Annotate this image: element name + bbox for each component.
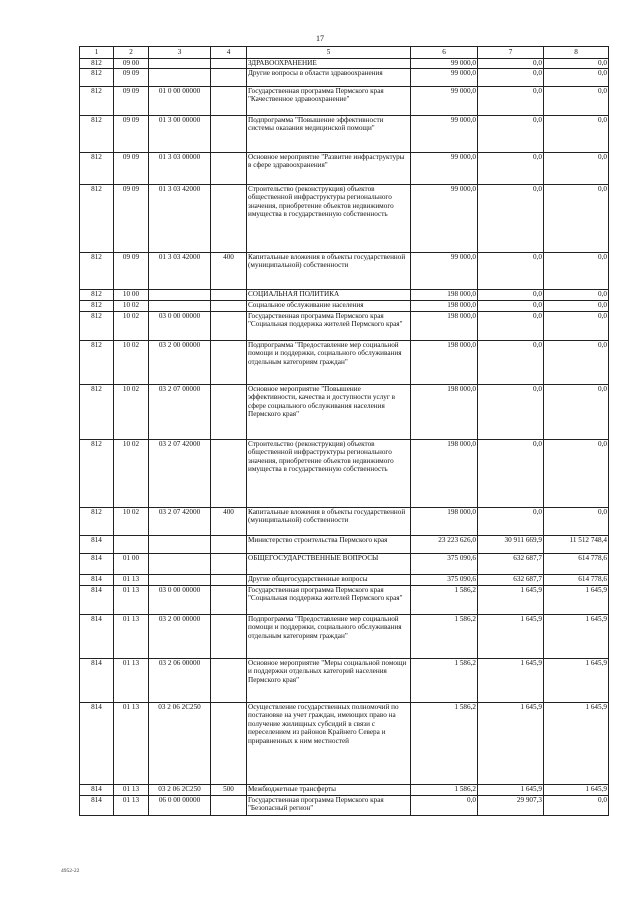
value-col7: 29 907,3 bbox=[478, 796, 544, 816]
section-code: 09 09 bbox=[114, 69, 149, 87]
target-article-code bbox=[149, 290, 211, 301]
value-col7: 0,0 bbox=[478, 385, 544, 440]
value-col7: 632 687,7 bbox=[478, 575, 544, 586]
value-col6: 198 000,0 bbox=[411, 312, 478, 341]
value-col7: 0,0 bbox=[478, 87, 544, 116]
table-row bbox=[80, 253, 609, 290]
value-col7: 0,0 bbox=[478, 341, 544, 385]
value-col6: 23 223 626,0 bbox=[411, 536, 478, 554]
expense-type-code bbox=[211, 153, 247, 185]
item-name: Подпрограмма "Повышение эффективности системы оказания медицинской помощи" bbox=[247, 116, 411, 153]
grbs-code: 812 bbox=[80, 440, 114, 508]
value-col6: 1 586,2 bbox=[411, 785, 478, 796]
item-name: Капитальные вложения в объекты государственной (муниципальной) собственности bbox=[247, 253, 411, 290]
target-article-code: 03 0 00 00000 bbox=[149, 586, 211, 615]
target-article-code bbox=[149, 59, 211, 69]
value-col7: 0,0 bbox=[478, 253, 544, 290]
target-article-code: 03 2 00 00000 bbox=[149, 341, 211, 385]
value-col7: 0,0 bbox=[478, 312, 544, 341]
value-col6: 1 586,2 bbox=[411, 659, 478, 703]
grbs-code: 814 bbox=[80, 554, 114, 575]
item-name: Государственная программа Пермского края "Социальная поддержка жителей Пермского края" bbox=[247, 586, 411, 615]
table-row bbox=[80, 575, 609, 586]
expense-type-code bbox=[211, 796, 247, 816]
table-header-row bbox=[80, 47, 609, 59]
column-header: 2 bbox=[114, 47, 149, 59]
table-row bbox=[80, 659, 609, 703]
column-header: 8 bbox=[544, 47, 609, 59]
value-col6: 99 000,0 bbox=[411, 59, 478, 69]
section-code: 10 00 bbox=[114, 290, 149, 301]
target-article-code: 01 3 00 00000 bbox=[149, 116, 211, 153]
item-name: Другие общегосударственные вопросы bbox=[247, 575, 411, 586]
item-name: Строительство (реконструкция) объектов общественной инфраструктуры регионального значения, приобретение объектов недвижимого имущества в государственную собственность bbox=[247, 440, 411, 508]
value-col7: 0,0 bbox=[478, 290, 544, 301]
target-article-code bbox=[149, 301, 211, 312]
expense-type-code: 400 bbox=[211, 508, 247, 536]
value-col6: 198 000,0 bbox=[411, 440, 478, 508]
section-code: 10 02 bbox=[114, 385, 149, 440]
grbs-code: 812 bbox=[80, 301, 114, 312]
section-code: 10 02 bbox=[114, 312, 149, 341]
target-article-code: 03 2 06 2C250 bbox=[149, 703, 211, 785]
target-article-code: 03 2 07 42000 bbox=[149, 440, 211, 508]
value-col7: 0,0 bbox=[478, 153, 544, 185]
expense-type-code bbox=[211, 341, 247, 385]
section-code: 01 13 bbox=[114, 703, 149, 785]
expense-type-code bbox=[211, 536, 247, 554]
table-row bbox=[80, 59, 609, 69]
value-col8: 0,0 bbox=[544, 385, 609, 440]
column-header: 1 bbox=[80, 47, 114, 59]
section-code: 01 13 bbox=[114, 615, 149, 659]
target-article-code bbox=[149, 69, 211, 87]
expense-type-code: 400 bbox=[211, 253, 247, 290]
item-name: Подпрограмма "Предоставление мер социальной помощи и поддержки, социального обслуживания отдельным категориям граждан" bbox=[247, 341, 411, 385]
grbs-code: 814 bbox=[80, 703, 114, 785]
value-col8: 11 512 748,4 bbox=[544, 536, 609, 554]
value-col8: 614 778,6 bbox=[544, 575, 609, 586]
value-col8: 1 645,9 bbox=[544, 615, 609, 659]
grbs-code: 812 bbox=[80, 385, 114, 440]
expense-type-code bbox=[211, 703, 247, 785]
grbs-code: 814 bbox=[80, 575, 114, 586]
value-col6: 1 586,2 bbox=[411, 615, 478, 659]
grbs-code: 814 bbox=[80, 586, 114, 615]
value-col6: 198 000,0 bbox=[411, 385, 478, 440]
column-header: 3 bbox=[149, 47, 211, 59]
grbs-code: 814 bbox=[80, 615, 114, 659]
value-col6: 0,0 bbox=[411, 796, 478, 816]
value-col8: 0,0 bbox=[544, 301, 609, 312]
expense-type-code bbox=[211, 554, 247, 575]
expense-type-code bbox=[211, 185, 247, 253]
value-col7: 0,0 bbox=[478, 508, 544, 536]
value-col7: 1 645,9 bbox=[478, 586, 544, 615]
section-code: 09 09 bbox=[114, 153, 149, 185]
item-name: Основное мероприятие "Развитие инфраструктуры в сфере здравоохранения" bbox=[247, 153, 411, 185]
expense-type-code bbox=[211, 116, 247, 153]
section-code bbox=[114, 536, 149, 554]
target-article-code: 01 3 03 42000 bbox=[149, 253, 211, 290]
table-row bbox=[80, 290, 609, 301]
expense-type-code bbox=[211, 290, 247, 301]
expense-type-code bbox=[211, 87, 247, 116]
table-row bbox=[80, 615, 609, 659]
value-col7: 1 645,9 bbox=[478, 703, 544, 785]
value-col7: 1 645,9 bbox=[478, 615, 544, 659]
expense-type-code bbox=[211, 586, 247, 615]
target-article-code: 01 0 00 00000 bbox=[149, 87, 211, 116]
section-code: 09 09 bbox=[114, 87, 149, 116]
section-code: 09 09 bbox=[114, 116, 149, 153]
target-article-code: 03 2 06 00000 bbox=[149, 659, 211, 703]
expense-type-code bbox=[211, 69, 247, 87]
table-body bbox=[80, 59, 609, 816]
target-article-code: 06 0 00 00000 bbox=[149, 796, 211, 816]
value-col6: 375 090,6 bbox=[411, 554, 478, 575]
table-row bbox=[80, 116, 609, 153]
item-name: Социальное обслуживание населения bbox=[247, 301, 411, 312]
table-row bbox=[80, 586, 609, 615]
value-col6: 198 000,0 bbox=[411, 301, 478, 312]
grbs-code: 812 bbox=[80, 341, 114, 385]
section-code: 09 00 bbox=[114, 59, 149, 69]
value-col8: 0,0 bbox=[544, 116, 609, 153]
item-name: Государственная программа Пермского края "Качественное здравоохранение" bbox=[247, 87, 411, 116]
table-row bbox=[80, 508, 609, 536]
value-col8: 0,0 bbox=[544, 796, 609, 816]
value-col8: 0,0 bbox=[544, 508, 609, 536]
target-article-code: 03 2 00 00000 bbox=[149, 615, 211, 659]
table-row bbox=[80, 796, 609, 816]
column-header: 4 bbox=[211, 47, 247, 59]
value-col6: 198 000,0 bbox=[411, 290, 478, 301]
item-name: СОЦИАЛЬНАЯ ПОЛИТИКА bbox=[247, 290, 411, 301]
table-row bbox=[80, 785, 609, 796]
value-col7: 0,0 bbox=[478, 301, 544, 312]
section-code: 10 02 bbox=[114, 508, 149, 536]
section-code: 01 13 bbox=[114, 659, 149, 703]
value-col8: 1 645,9 bbox=[544, 703, 609, 785]
grbs-code: 812 bbox=[80, 253, 114, 290]
value-col7: 0,0 bbox=[478, 69, 544, 87]
value-col6: 99 000,0 bbox=[411, 253, 478, 290]
value-col6: 375 090,6 bbox=[411, 575, 478, 586]
table-row bbox=[80, 385, 609, 440]
section-code: 01 13 bbox=[114, 785, 149, 796]
value-col7: 1 645,9 bbox=[478, 785, 544, 796]
value-col6: 99 000,0 bbox=[411, 87, 478, 116]
value-col6: 99 000,0 bbox=[411, 69, 478, 87]
target-article-code: 01 3 03 00000 bbox=[149, 153, 211, 185]
item-name: Капитальные вложения в объекты государственной (муниципальной) собственности bbox=[247, 508, 411, 536]
grbs-code: 812 bbox=[80, 87, 114, 116]
value-col6: 99 000,0 bbox=[411, 116, 478, 153]
value-col6: 198 000,0 bbox=[411, 508, 478, 536]
table-row bbox=[80, 301, 609, 312]
expense-type-code bbox=[211, 575, 247, 586]
expense-type-code bbox=[211, 312, 247, 341]
section-code: 09 09 bbox=[114, 253, 149, 290]
value-col8: 0,0 bbox=[544, 69, 609, 87]
section-code: 01 13 bbox=[114, 586, 149, 615]
table-row bbox=[80, 87, 609, 116]
value-col8: 0,0 bbox=[544, 153, 609, 185]
table-row bbox=[80, 341, 609, 385]
grbs-code: 812 bbox=[80, 290, 114, 301]
grbs-code: 814 bbox=[80, 536, 114, 554]
grbs-code: 812 bbox=[80, 508, 114, 536]
grbs-code: 814 bbox=[80, 659, 114, 703]
value-col8: 0,0 bbox=[544, 341, 609, 385]
value-col6: 99 000,0 bbox=[411, 153, 478, 185]
section-code: 01 13 bbox=[114, 575, 149, 586]
grbs-code: 814 bbox=[80, 785, 114, 796]
table-row bbox=[80, 440, 609, 508]
target-article-code: 01 3 03 42000 bbox=[149, 185, 211, 253]
value-col6: 99 000,0 bbox=[411, 185, 478, 253]
section-code: 10 02 bbox=[114, 440, 149, 508]
column-header: 5 bbox=[247, 47, 411, 59]
table-row bbox=[80, 554, 609, 575]
target-article-code: 03 2 07 42000 bbox=[149, 508, 211, 536]
value-col7: 0,0 bbox=[478, 440, 544, 508]
value-col8: 0,0 bbox=[544, 440, 609, 508]
item-name: Государственная программа Пермского края "Безопасный регион" bbox=[247, 796, 411, 816]
item-name: ОБЩЕГОСУДАРСТВЕННЫЕ ВОПРОСЫ bbox=[247, 554, 411, 575]
value-col8: 1 645,9 bbox=[544, 785, 609, 796]
expense-type-code bbox=[211, 301, 247, 312]
value-col7: 632 687,7 bbox=[478, 554, 544, 575]
target-article-code bbox=[149, 575, 211, 586]
item-name: Подпрограмма "Предоставление мер социальной помощи и поддержки, социального обслуживания отдельным категориям граждан" bbox=[247, 615, 411, 659]
item-name: Министерство строительства Пермского края bbox=[247, 536, 411, 554]
table-row bbox=[80, 536, 609, 554]
item-name: Осуществление государственных полномочий по постановке на учет граждан, имеющих право на получение жилищных субсидий в связи с переселением из районов Крайнего Севера и приравненных к ним местностей bbox=[247, 703, 411, 785]
section-code: 10 02 bbox=[114, 301, 149, 312]
table-row bbox=[80, 312, 609, 341]
item-name: Строительство (реконструкция) объектов общественной инфраструктуры регионального значения, приобретение объектов недвижимого имущества в государственную собственность bbox=[247, 185, 411, 253]
value-col8: 0,0 bbox=[544, 290, 609, 301]
grbs-code: 812 bbox=[80, 59, 114, 69]
table-row bbox=[80, 185, 609, 253]
value-col7: 0,0 bbox=[478, 59, 544, 69]
section-code: 01 13 bbox=[114, 796, 149, 816]
table-row bbox=[80, 69, 609, 87]
budget-table bbox=[79, 46, 609, 816]
footer-code: 4952-22 bbox=[61, 868, 80, 874]
item-name: Государственная программа Пермского края "Социальная поддержка жителей Пермского края" bbox=[247, 312, 411, 341]
value-col8: 1 645,9 bbox=[544, 586, 609, 615]
grbs-code: 812 bbox=[80, 69, 114, 87]
expense-type-code bbox=[211, 440, 247, 508]
table-row bbox=[80, 153, 609, 185]
value-col8: 0,0 bbox=[544, 59, 609, 69]
section-code: 09 09 bbox=[114, 185, 149, 253]
expense-type-code bbox=[211, 615, 247, 659]
value-col6: 198 000,0 bbox=[411, 341, 478, 385]
item-name: Межбюджетные трансферты bbox=[247, 785, 411, 796]
value-col8: 614 778,6 bbox=[544, 554, 609, 575]
target-article-code: 03 2 06 2C250 bbox=[149, 785, 211, 796]
value-col8: 0,0 bbox=[544, 312, 609, 341]
value-col8: 0,0 bbox=[544, 87, 609, 116]
column-header: 6 bbox=[411, 47, 478, 59]
value-col8: 0,0 bbox=[544, 253, 609, 290]
value-col7: 30 911 669,9 bbox=[478, 536, 544, 554]
section-code: 01 00 bbox=[114, 554, 149, 575]
grbs-code: 812 bbox=[80, 116, 114, 153]
item-name: ЗДРАВООХРАНЕНИЕ bbox=[247, 59, 411, 69]
value-col7: 0,0 bbox=[478, 185, 544, 253]
item-name: Другие вопросы в области здравоохранения bbox=[247, 69, 411, 87]
target-article-code: 03 2 07 00000 bbox=[149, 385, 211, 440]
section-code: 10 02 bbox=[114, 341, 149, 385]
value-col8: 1 645,9 bbox=[544, 659, 609, 703]
target-article-code bbox=[149, 536, 211, 554]
target-article-code: 03 0 00 00000 bbox=[149, 312, 211, 341]
expense-type-code: 500 bbox=[211, 785, 247, 796]
table-row bbox=[80, 703, 609, 785]
value-col7: 0,0 bbox=[478, 116, 544, 153]
grbs-code: 814 bbox=[80, 796, 114, 816]
value-col6: 1 586,2 bbox=[411, 586, 478, 615]
column-header: 7 bbox=[478, 47, 544, 59]
value-col6: 1 586,2 bbox=[411, 703, 478, 785]
grbs-code: 812 bbox=[80, 185, 114, 253]
target-article-code bbox=[149, 554, 211, 575]
expense-type-code bbox=[211, 659, 247, 703]
grbs-code: 812 bbox=[80, 153, 114, 185]
value-col8: 0,0 bbox=[544, 185, 609, 253]
grbs-code: 812 bbox=[80, 312, 114, 341]
item-name: Основное мероприятие "Меры социальной помощи и поддержки отдельных категорий населения Пермского края" bbox=[247, 659, 411, 703]
value-col7: 1 645,9 bbox=[478, 659, 544, 703]
expense-type-code bbox=[211, 385, 247, 440]
expense-type-code bbox=[211, 59, 247, 69]
item-name: Основное мероприятие "Повышение эффективности, качества и доступности услуг в сфере социального обслуживания населения Пермского края" bbox=[247, 385, 411, 440]
page-number: 17 bbox=[316, 34, 324, 43]
